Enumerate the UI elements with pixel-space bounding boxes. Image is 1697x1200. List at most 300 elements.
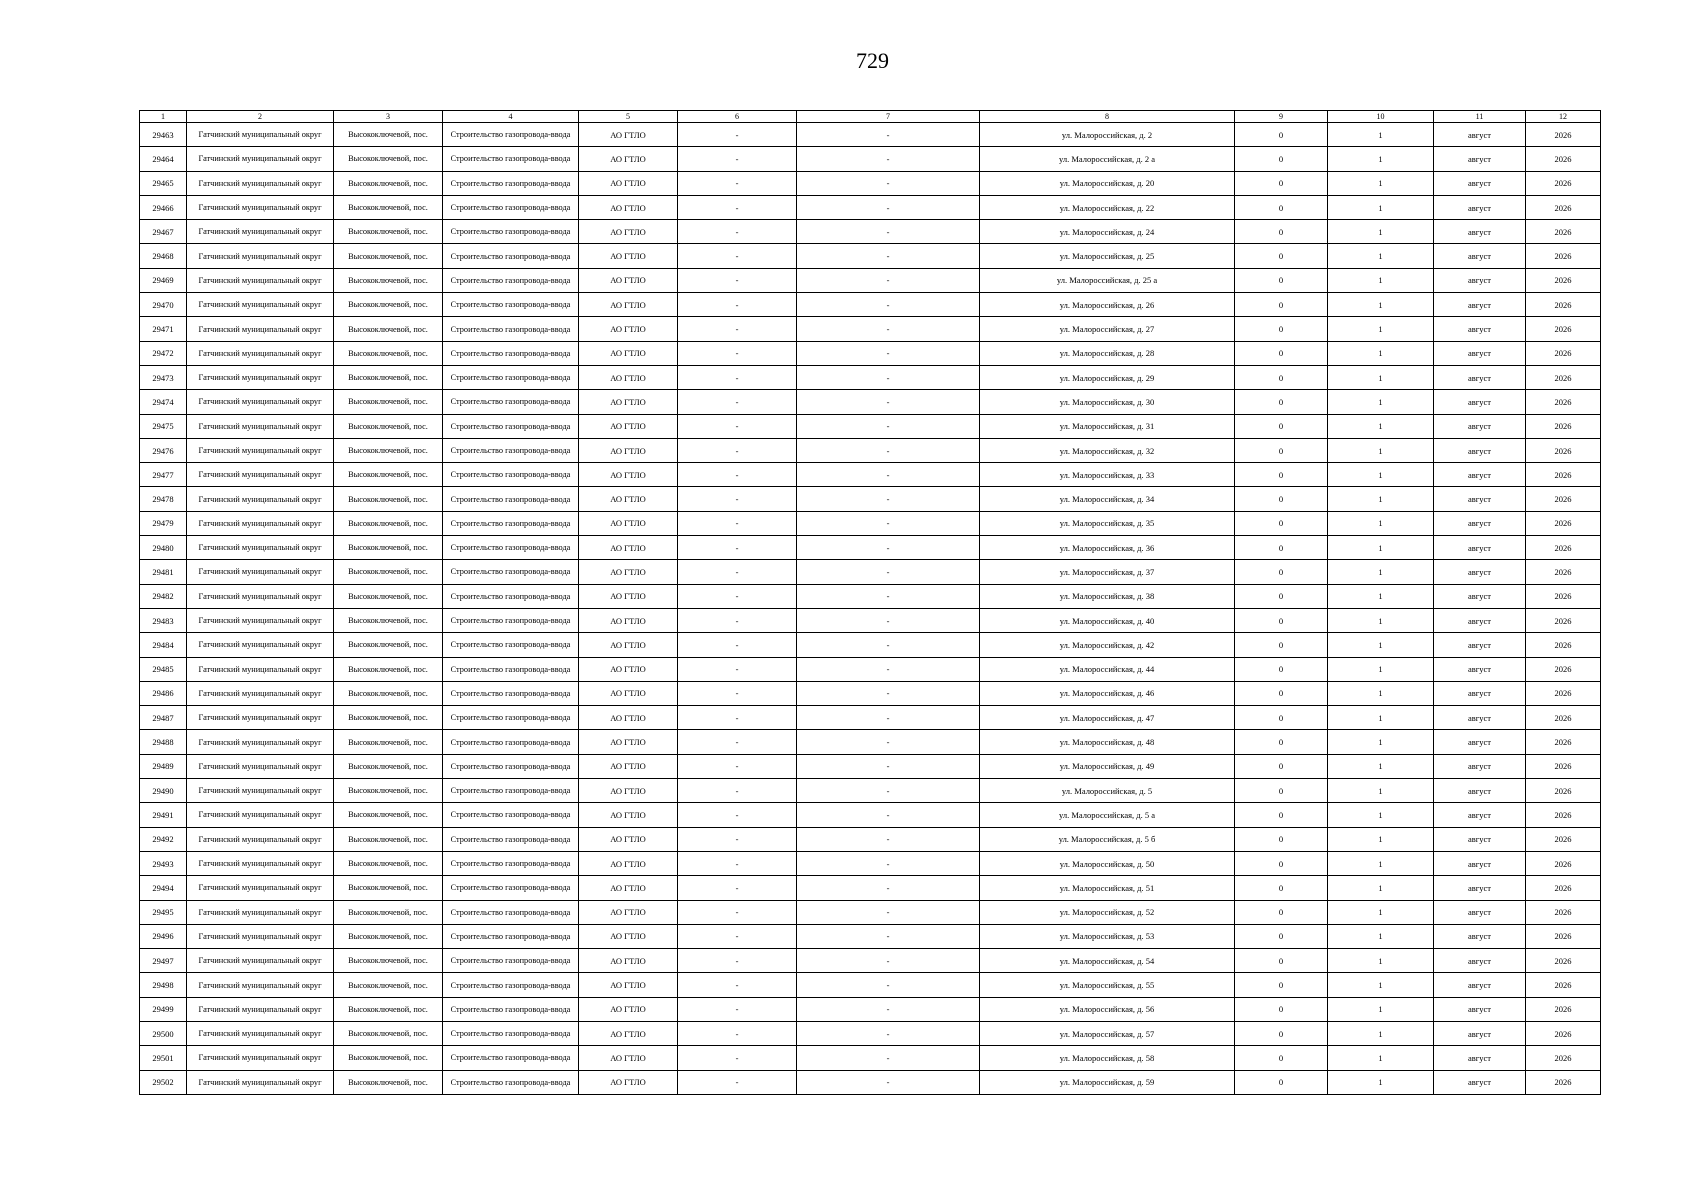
cell-month: август xyxy=(1434,438,1526,462)
table-row xyxy=(140,414,1601,438)
cell-address: ул. Малороссийская, д. 30 xyxy=(980,390,1235,414)
table-row xyxy=(140,147,1601,171)
cell-month: август xyxy=(1434,536,1526,560)
cell-col-6: - xyxy=(678,1070,797,1094)
cell-row-number: 29468 xyxy=(140,244,187,268)
cell-col-9: 0 xyxy=(1235,997,1328,1021)
cell-col-9: 0 xyxy=(1235,827,1328,851)
cell-month: август xyxy=(1434,949,1526,973)
cell-col-7: - xyxy=(797,657,980,681)
cell-col-10: 1 xyxy=(1328,463,1434,487)
cell-col-7: - xyxy=(797,123,980,147)
cell-month: август xyxy=(1434,851,1526,875)
cell-work-type: Строительство газопровода-ввода xyxy=(443,827,579,851)
cell-col-10: 1 xyxy=(1328,973,1434,997)
table-row xyxy=(140,681,1601,705)
cell-month: август xyxy=(1434,924,1526,948)
cell-year: 2026 xyxy=(1526,123,1601,147)
cell-organization: АО ГТЛО xyxy=(579,949,678,973)
cell-work-type: Строительство газопровода-ввода xyxy=(443,803,579,827)
table-row xyxy=(140,608,1601,632)
cell-year: 2026 xyxy=(1526,851,1601,875)
cell-work-type: Строительство газопровода-ввода xyxy=(443,900,579,924)
cell-col-6: - xyxy=(678,293,797,317)
table-row xyxy=(140,536,1601,560)
cell-row-number: 29465 xyxy=(140,171,187,195)
cell-settlement: Высокоключевой, пос. xyxy=(334,195,443,219)
cell-col-10: 1 xyxy=(1328,1070,1434,1094)
cell-col-6: - xyxy=(678,900,797,924)
cell-district: Гатчинский муниципальный округ xyxy=(187,487,334,511)
table-row xyxy=(140,195,1601,219)
cell-col-10: 1 xyxy=(1328,487,1434,511)
cell-col-10: 1 xyxy=(1328,827,1434,851)
cell-work-type: Строительство газопровода-ввода xyxy=(443,123,579,147)
column-header-9: 9 xyxy=(1235,111,1328,123)
cell-month: август xyxy=(1434,293,1526,317)
cell-year: 2026 xyxy=(1526,876,1601,900)
cell-col-9: 0 xyxy=(1235,876,1328,900)
cell-row-number: 29469 xyxy=(140,268,187,292)
cell-address: ул. Малороссийская, д. 57 xyxy=(980,1021,1235,1045)
cell-month: август xyxy=(1434,341,1526,365)
cell-work-type: Строительство газопровода-ввода xyxy=(443,487,579,511)
cell-row-number: 29483 xyxy=(140,608,187,632)
cell-col-9: 0 xyxy=(1235,657,1328,681)
cell-year: 2026 xyxy=(1526,900,1601,924)
cell-col-10: 1 xyxy=(1328,706,1434,730)
cell-settlement: Высокоключевой, пос. xyxy=(334,924,443,948)
cell-settlement: Высокоключевой, пос. xyxy=(334,438,443,462)
cell-col-6: - xyxy=(678,147,797,171)
cell-settlement: Высокоключевой, пос. xyxy=(334,1021,443,1045)
cell-col-9: 0 xyxy=(1235,900,1328,924)
cell-col-7: - xyxy=(797,997,980,1021)
cell-row-number: 29482 xyxy=(140,584,187,608)
cell-col-6: - xyxy=(678,341,797,365)
cell-work-type: Строительство газопровода-ввода xyxy=(443,220,579,244)
column-header-5: 5 xyxy=(579,111,678,123)
cell-district: Гатчинский муниципальный округ xyxy=(187,584,334,608)
table-row xyxy=(140,851,1601,875)
cell-address: ул. Малороссийская, д. 47 xyxy=(980,706,1235,730)
cell-row-number: 29500 xyxy=(140,1021,187,1045)
cell-row-number: 29463 xyxy=(140,123,187,147)
cell-row-number: 29501 xyxy=(140,1046,187,1070)
cell-district: Гатчинский муниципальный округ xyxy=(187,706,334,730)
cell-settlement: Высокоключевой, пос. xyxy=(334,900,443,924)
table-row xyxy=(140,220,1601,244)
cell-col-9: 0 xyxy=(1235,560,1328,584)
cell-organization: АО ГТЛО xyxy=(579,268,678,292)
cell-col-10: 1 xyxy=(1328,560,1434,584)
cell-organization: АО ГТЛО xyxy=(579,171,678,195)
cell-col-9: 0 xyxy=(1235,487,1328,511)
cell-col-7: - xyxy=(797,876,980,900)
cell-col-6: - xyxy=(678,803,797,827)
cell-col-6: - xyxy=(678,973,797,997)
cell-col-6: - xyxy=(678,633,797,657)
cell-row-number: 29476 xyxy=(140,438,187,462)
cell-month: август xyxy=(1434,681,1526,705)
cell-address: ул. Малороссийская, д. 32 xyxy=(980,438,1235,462)
cell-row-number: 29486 xyxy=(140,681,187,705)
cell-col-7: - xyxy=(797,633,980,657)
cell-year: 2026 xyxy=(1526,317,1601,341)
cell-settlement: Высокоключевой, пос. xyxy=(334,414,443,438)
cell-organization: АО ГТЛО xyxy=(579,414,678,438)
cell-col-7: - xyxy=(797,536,980,560)
cell-settlement: Высокоключевой, пос. xyxy=(334,754,443,778)
cell-settlement: Высокоключевой, пос. xyxy=(334,584,443,608)
cell-col-6: - xyxy=(678,390,797,414)
cell-organization: АО ГТЛО xyxy=(579,123,678,147)
cell-year: 2026 xyxy=(1526,924,1601,948)
cell-col-6: - xyxy=(678,438,797,462)
cell-month: август xyxy=(1434,900,1526,924)
cell-row-number: 29478 xyxy=(140,487,187,511)
cell-address: ул. Малороссийская, д. 20 xyxy=(980,171,1235,195)
cell-col-9: 0 xyxy=(1235,463,1328,487)
cell-district: Гатчинский муниципальный округ xyxy=(187,244,334,268)
table-row xyxy=(140,754,1601,778)
cell-organization: АО ГТЛО xyxy=(579,511,678,535)
cell-col-7: - xyxy=(797,706,980,730)
cell-year: 2026 xyxy=(1526,608,1601,632)
cell-work-type: Строительство газопровода-ввода xyxy=(443,706,579,730)
cell-col-10: 1 xyxy=(1328,584,1434,608)
cell-address: ул. Малороссийская, д. 55 xyxy=(980,973,1235,997)
cell-col-6: - xyxy=(678,706,797,730)
cell-month: август xyxy=(1434,390,1526,414)
cell-col-7: - xyxy=(797,244,980,268)
cell-month: август xyxy=(1434,584,1526,608)
cell-district: Гатчинский муниципальный округ xyxy=(187,949,334,973)
cell-district: Гатчинский муниципальный округ xyxy=(187,1046,334,1070)
table-row xyxy=(140,900,1601,924)
cell-col-7: - xyxy=(797,681,980,705)
cell-row-number: 29497 xyxy=(140,949,187,973)
cell-settlement: Высокоключевой, пос. xyxy=(334,633,443,657)
cell-year: 2026 xyxy=(1526,827,1601,851)
cell-row-number: 29481 xyxy=(140,560,187,584)
cell-col-6: - xyxy=(678,195,797,219)
cell-address: ул. Малороссийская, д. 42 xyxy=(980,633,1235,657)
cell-district: Гатчинский муниципальный округ xyxy=(187,633,334,657)
cell-col-10: 1 xyxy=(1328,244,1434,268)
table-row xyxy=(140,584,1601,608)
cell-settlement: Высокоключевой, пос. xyxy=(334,511,443,535)
column-header-4: 4 xyxy=(443,111,579,123)
table-body xyxy=(140,123,1601,1095)
cell-col-6: - xyxy=(678,220,797,244)
cell-col-7: - xyxy=(797,1046,980,1070)
cell-col-10: 1 xyxy=(1328,390,1434,414)
cell-organization: АО ГТЛО xyxy=(579,244,678,268)
cell-col-6: - xyxy=(678,560,797,584)
cell-district: Гатчинский муниципальный округ xyxy=(187,195,334,219)
cell-col-10: 1 xyxy=(1328,1046,1434,1070)
cell-district: Гатчинский муниципальный округ xyxy=(187,463,334,487)
cell-col-10: 1 xyxy=(1328,681,1434,705)
cell-address: ул. Малороссийская, д. 59 xyxy=(980,1070,1235,1094)
cell-month: август xyxy=(1434,195,1526,219)
cell-address: ул. Малороссийская, д. 22 xyxy=(980,195,1235,219)
cell-row-number: 29474 xyxy=(140,390,187,414)
cell-month: август xyxy=(1434,657,1526,681)
cell-settlement: Высокоключевой, пос. xyxy=(334,268,443,292)
cell-district: Гатчинский муниципальный округ xyxy=(187,511,334,535)
cell-col-9: 0 xyxy=(1235,317,1328,341)
table-row xyxy=(140,341,1601,365)
cell-year: 2026 xyxy=(1526,147,1601,171)
cell-work-type: Строительство газопровода-ввода xyxy=(443,463,579,487)
cell-work-type: Строительство газопровода-ввода xyxy=(443,633,579,657)
cell-row-number: 29475 xyxy=(140,414,187,438)
cell-district: Гатчинский муниципальный округ xyxy=(187,827,334,851)
cell-year: 2026 xyxy=(1526,390,1601,414)
cell-work-type: Строительство газопровода-ввода xyxy=(443,365,579,389)
cell-col-7: - xyxy=(797,851,980,875)
table-row xyxy=(140,511,1601,535)
cell-row-number: 29471 xyxy=(140,317,187,341)
cell-address: ул. Малороссийская, д. 29 xyxy=(980,365,1235,389)
cell-organization: АО ГТЛО xyxy=(579,1070,678,1094)
data-table xyxy=(139,110,1601,1095)
cell-month: август xyxy=(1434,487,1526,511)
table-row xyxy=(140,244,1601,268)
cell-address: ул. Малороссийская, д. 28 xyxy=(980,341,1235,365)
cell-year: 2026 xyxy=(1526,1021,1601,1045)
cell-organization: АО ГТЛО xyxy=(579,487,678,511)
cell-year: 2026 xyxy=(1526,487,1601,511)
cell-organization: АО ГТЛО xyxy=(579,584,678,608)
cell-organization: АО ГТЛО xyxy=(579,365,678,389)
cell-col-9: 0 xyxy=(1235,1046,1328,1070)
cell-organization: АО ГТЛО xyxy=(579,195,678,219)
cell-month: август xyxy=(1434,876,1526,900)
cell-month: август xyxy=(1434,779,1526,803)
cell-col-6: - xyxy=(678,657,797,681)
cell-col-10: 1 xyxy=(1328,851,1434,875)
cell-col-9: 0 xyxy=(1235,536,1328,560)
cell-work-type: Строительство газопровода-ввода xyxy=(443,608,579,632)
cell-organization: АО ГТЛО xyxy=(579,997,678,1021)
cell-col-10: 1 xyxy=(1328,997,1434,1021)
cell-work-type: Строительство газопровода-ввода xyxy=(443,195,579,219)
cell-col-7: - xyxy=(797,973,980,997)
column-header-2: 2 xyxy=(187,111,334,123)
cell-year: 2026 xyxy=(1526,754,1601,778)
cell-row-number: 29484 xyxy=(140,633,187,657)
cell-work-type: Строительство газопровода-ввода xyxy=(443,317,579,341)
cell-district: Гатчинский муниципальный округ xyxy=(187,997,334,1021)
cell-year: 2026 xyxy=(1526,803,1601,827)
cell-work-type: Строительство газопровода-ввода xyxy=(443,681,579,705)
cell-address: ул. Малороссийская, д. 5 а xyxy=(980,803,1235,827)
cell-col-7: - xyxy=(797,511,980,535)
cell-col-10: 1 xyxy=(1328,293,1434,317)
cell-district: Гатчинский муниципальный округ xyxy=(187,268,334,292)
cell-settlement: Высокоключевой, пос. xyxy=(334,171,443,195)
cell-address: ул. Малороссийская, д. 35 xyxy=(980,511,1235,535)
cell-col-7: - xyxy=(797,730,980,754)
data-table-container xyxy=(139,110,1601,1095)
cell-organization: АО ГТЛО xyxy=(579,876,678,900)
table-row xyxy=(140,1070,1601,1094)
cell-organization: АО ГТЛО xyxy=(579,779,678,803)
cell-year: 2026 xyxy=(1526,414,1601,438)
column-header-7: 7 xyxy=(797,111,980,123)
cell-col-9: 0 xyxy=(1235,608,1328,632)
cell-col-9: 0 xyxy=(1235,803,1328,827)
cell-row-number: 29498 xyxy=(140,973,187,997)
cell-work-type: Строительство газопровода-ввода xyxy=(443,997,579,1021)
cell-month: август xyxy=(1434,268,1526,292)
cell-row-number: 29464 xyxy=(140,147,187,171)
table-row xyxy=(140,560,1601,584)
table-row xyxy=(140,268,1601,292)
cell-district: Гатчинский муниципальный округ xyxy=(187,220,334,244)
cell-month: август xyxy=(1434,365,1526,389)
cell-address: ул. Малороссийская, д. 48 xyxy=(980,730,1235,754)
cell-col-7: - xyxy=(797,341,980,365)
cell-settlement: Высокоключевой, пос. xyxy=(334,220,443,244)
cell-month: август xyxy=(1434,730,1526,754)
cell-month: август xyxy=(1434,147,1526,171)
cell-organization: АО ГТЛО xyxy=(579,220,678,244)
cell-settlement: Высокоключевой, пос. xyxy=(334,487,443,511)
cell-col-7: - xyxy=(797,220,980,244)
cell-col-7: - xyxy=(797,487,980,511)
cell-address: ул. Малороссийская, д. 52 xyxy=(980,900,1235,924)
cell-address: ул. Малороссийская, д. 49 xyxy=(980,754,1235,778)
cell-work-type: Строительство газопровода-ввода xyxy=(443,293,579,317)
cell-work-type: Строительство газопровода-ввода xyxy=(443,1070,579,1094)
column-header-12: 12 xyxy=(1526,111,1601,123)
cell-work-type: Строительство газопровода-ввода xyxy=(443,147,579,171)
table-row xyxy=(140,706,1601,730)
cell-settlement: Высокоключевой, пос. xyxy=(334,1070,443,1094)
table-row xyxy=(140,633,1601,657)
cell-col-9: 0 xyxy=(1235,244,1328,268)
cell-organization: АО ГТЛО xyxy=(579,706,678,730)
cell-settlement: Высокоключевой, пос. xyxy=(334,779,443,803)
cell-row-number: 29493 xyxy=(140,851,187,875)
cell-col-6: - xyxy=(678,171,797,195)
cell-settlement: Высокоключевой, пос. xyxy=(334,949,443,973)
cell-col-10: 1 xyxy=(1328,147,1434,171)
cell-address: ул. Малороссийская, д. 38 xyxy=(980,584,1235,608)
cell-col-6: - xyxy=(678,924,797,948)
cell-organization: АО ГТЛО xyxy=(579,633,678,657)
cell-row-number: 29494 xyxy=(140,876,187,900)
cell-col-6: - xyxy=(678,681,797,705)
cell-settlement: Высокоключевой, пос. xyxy=(334,293,443,317)
cell-col-6: - xyxy=(678,1046,797,1070)
cell-address: ул. Малороссийская, д. 5 б xyxy=(980,827,1235,851)
cell-address: ул. Малороссийская, д. 2 а xyxy=(980,147,1235,171)
cell-col-10: 1 xyxy=(1328,414,1434,438)
cell-organization: АО ГТЛО xyxy=(579,1021,678,1045)
cell-district: Гатчинский муниципальный округ xyxy=(187,851,334,875)
cell-col-10: 1 xyxy=(1328,341,1434,365)
cell-address: ул. Малороссийская, д. 24 xyxy=(980,220,1235,244)
cell-col-9: 0 xyxy=(1235,681,1328,705)
cell-col-7: - xyxy=(797,754,980,778)
cell-year: 2026 xyxy=(1526,1070,1601,1094)
cell-col-7: - xyxy=(797,390,980,414)
cell-row-number: 29467 xyxy=(140,220,187,244)
cell-col-6: - xyxy=(678,851,797,875)
cell-col-6: - xyxy=(678,244,797,268)
cell-year: 2026 xyxy=(1526,438,1601,462)
cell-row-number: 29485 xyxy=(140,657,187,681)
cell-row-number: 29499 xyxy=(140,997,187,1021)
table-row xyxy=(140,997,1601,1021)
cell-row-number: 29487 xyxy=(140,706,187,730)
cell-col-7: - xyxy=(797,779,980,803)
cell-col-7: - xyxy=(797,438,980,462)
cell-district: Гатчинский муниципальный округ xyxy=(187,123,334,147)
cell-col-7: - xyxy=(797,803,980,827)
cell-organization: АО ГТЛО xyxy=(579,438,678,462)
cell-month: август xyxy=(1434,633,1526,657)
cell-district: Гатчинский муниципальный округ xyxy=(187,1021,334,1045)
cell-work-type: Строительство газопровода-ввода xyxy=(443,536,579,560)
cell-organization: АО ГТЛО xyxy=(579,900,678,924)
cell-col-6: - xyxy=(678,268,797,292)
cell-col-6: - xyxy=(678,123,797,147)
cell-col-9: 0 xyxy=(1235,924,1328,948)
cell-col-7: - xyxy=(797,584,980,608)
cell-col-10: 1 xyxy=(1328,924,1434,948)
cell-work-type: Строительство газопровода-ввода xyxy=(443,244,579,268)
cell-col-10: 1 xyxy=(1328,657,1434,681)
table-row xyxy=(140,730,1601,754)
cell-col-10: 1 xyxy=(1328,511,1434,535)
cell-month: август xyxy=(1434,754,1526,778)
cell-year: 2026 xyxy=(1526,365,1601,389)
cell-month: август xyxy=(1434,803,1526,827)
cell-col-9: 0 xyxy=(1235,123,1328,147)
cell-address: ул. Малороссийская, д. 27 xyxy=(980,317,1235,341)
cell-work-type: Строительство газопровода-ввода xyxy=(443,924,579,948)
cell-year: 2026 xyxy=(1526,779,1601,803)
cell-col-9: 0 xyxy=(1235,390,1328,414)
cell-work-type: Строительство газопровода-ввода xyxy=(443,754,579,778)
cell-settlement: Высокоключевой, пос. xyxy=(334,803,443,827)
column-header-6: 6 xyxy=(678,111,797,123)
column-header-8: 8 xyxy=(980,111,1235,123)
cell-organization: АО ГТЛО xyxy=(579,463,678,487)
cell-address: ул. Малороссийская, д. 58 xyxy=(980,1046,1235,1070)
table-row xyxy=(140,803,1601,827)
cell-row-number: 29492 xyxy=(140,827,187,851)
cell-work-type: Строительство газопровода-ввода xyxy=(443,779,579,803)
cell-year: 2026 xyxy=(1526,584,1601,608)
cell-col-6: - xyxy=(678,414,797,438)
cell-col-7: - xyxy=(797,560,980,584)
cell-year: 2026 xyxy=(1526,1046,1601,1070)
cell-row-number: 29477 xyxy=(140,463,187,487)
cell-year: 2026 xyxy=(1526,195,1601,219)
table-row xyxy=(140,949,1601,973)
cell-organization: АО ГТЛО xyxy=(579,1046,678,1070)
cell-col-7: - xyxy=(797,1021,980,1045)
cell-col-10: 1 xyxy=(1328,633,1434,657)
cell-col-9: 0 xyxy=(1235,341,1328,365)
